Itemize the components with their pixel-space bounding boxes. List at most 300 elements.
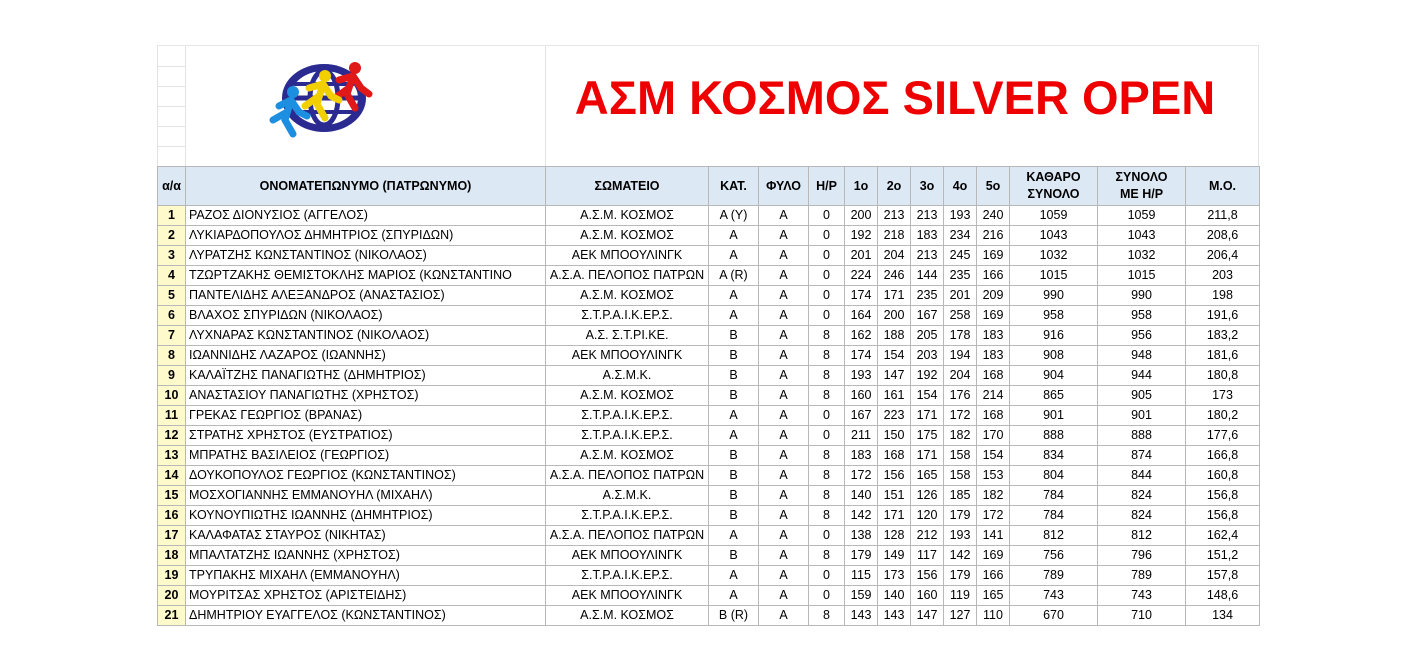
game-4-cell: 182 (944, 426, 977, 446)
category-cell: Α (709, 586, 759, 606)
total-handicap-cell: 796 (1098, 546, 1186, 566)
net-total-cell: 901 (1010, 406, 1098, 426)
game-3-cell: 156 (911, 566, 944, 586)
category-cell: Α (709, 246, 759, 266)
index-cell: 17 (158, 526, 186, 546)
average-cell: 157,8 (1186, 566, 1260, 586)
average-cell: 166,8 (1186, 446, 1260, 466)
club-cell: Α.Σ.Α. ΠΕΛΟΠΟΣ ΠΑΤΡΩΝ (546, 526, 709, 546)
category-cell: Α (709, 566, 759, 586)
category-cell: Α (709, 426, 759, 446)
table-row (158, 346, 1260, 366)
game-5-cell: 154 (977, 446, 1010, 466)
handicap-cell: 8 (809, 326, 845, 346)
col-game-2-header: 2ο (878, 167, 911, 206)
category-cell: Α (709, 406, 759, 426)
average-cell: 177,6 (1186, 426, 1260, 446)
average-cell: 198 (1186, 286, 1260, 306)
col-net-total-header: ΚΑΘΑΡΟ ΣΥΝΟΛΟ (1010, 167, 1098, 206)
average-cell: 156,8 (1186, 486, 1260, 506)
game-3-cell: 165 (911, 466, 944, 486)
handicap-cell: 0 (809, 246, 845, 266)
club-cell: ΑΕΚ ΜΠΟΟΥΛΙΝΓΚ (546, 346, 709, 366)
game-4-cell: 194 (944, 346, 977, 366)
index-cell: 20 (158, 586, 186, 606)
page-title: ΑΣΜ ΚΟΣΜΟΣ SILVER OPEN (574, 71, 1216, 124)
name-cell: ΚΑΛΑΪΤΖΗΣ ΠΑΝΑΓΙΩΤΗΣ (ΔΗΜΗΤΡΙΟΣ) (186, 366, 546, 386)
net-total-cell: 1059 (1010, 206, 1098, 226)
game-5-cell: 240 (977, 206, 1010, 226)
net-total-cell: 670 (1010, 606, 1098, 626)
average-cell: 181,6 (1186, 346, 1260, 366)
name-cell: ΡΑΖΟΣ ΔΙΟΝΥΣΙΟΣ (ΑΓΓΕΛΟΣ) (186, 206, 546, 226)
gender-cell: Α (759, 606, 809, 626)
total-handicap-cell: 905 (1098, 386, 1186, 406)
index-cell: 10 (158, 386, 186, 406)
index-cell: 11 (158, 406, 186, 426)
club-cell: ΑΕΚ ΜΠΟΟΥΛΙΝΓΚ (546, 246, 709, 266)
total-handicap-cell: 789 (1098, 566, 1186, 586)
category-cell: Β (709, 386, 759, 406)
game-5-cell: 170 (977, 426, 1010, 446)
game-3-cell: 160 (911, 586, 944, 606)
handicap-cell: 8 (809, 366, 845, 386)
total-handicap-cell: 710 (1098, 606, 1186, 626)
game-4-cell: 142 (944, 546, 977, 566)
game-3-cell: 203 (911, 346, 944, 366)
category-cell: Α (709, 526, 759, 546)
handicap-cell: 0 (809, 206, 845, 226)
game-4-cell: 127 (944, 606, 977, 626)
table-row (158, 206, 1260, 226)
category-cell: Β (709, 326, 759, 346)
average-cell: 148,6 (1186, 586, 1260, 606)
game-4-cell: 193 (944, 526, 977, 546)
col-club-header: ΣΩΜΑΤΕΙΟ (546, 167, 709, 206)
col-game-4-header: 4ο (944, 167, 977, 206)
gender-cell: Α (759, 406, 809, 426)
game-3-cell: 120 (911, 506, 944, 526)
game-2-cell: 151 (878, 486, 911, 506)
net-total-cell: 904 (1010, 366, 1098, 386)
handicap-cell: 0 (809, 526, 845, 546)
game-5-cell: 141 (977, 526, 1010, 546)
category-cell: Α (709, 306, 759, 326)
game-4-cell: 119 (944, 586, 977, 606)
total-handicap-cell: 948 (1098, 346, 1186, 366)
col-gender-header: ΦΥΛΟ (759, 167, 809, 206)
gender-cell: Α (759, 486, 809, 506)
game-2-cell: 204 (878, 246, 911, 266)
game-5-cell: 183 (977, 326, 1010, 346)
net-total-cell: 812 (1010, 526, 1098, 546)
game-1-cell: 211 (845, 426, 878, 446)
game-2-cell: 128 (878, 526, 911, 546)
col-total-handicap-header: ΣΥΝΟΛΟ ΜΕ Η/Ρ (1098, 167, 1186, 206)
game-3-cell: 154 (911, 386, 944, 406)
name-cell: ΜΠΡΑΤΗΣ ΒΑΣΙΛΕΙΟΣ (ΓΕΩΡΓΙΟΣ) (186, 446, 546, 466)
net-total-cell: 990 (1010, 286, 1098, 306)
game-3-cell: 171 (911, 446, 944, 466)
game-1-cell: 174 (845, 286, 878, 306)
net-total-cell: 756 (1010, 546, 1098, 566)
club-cell: ΑΕΚ ΜΠΟΟΥΛΙΝΓΚ (546, 546, 709, 566)
index-cell: 19 (158, 566, 186, 586)
average-cell: 173 (1186, 386, 1260, 406)
name-cell: ΚΟΥΝΟΥΠΙΩΤΗΣ ΙΩΑΝΝΗΣ (ΔΗΜΗΤΡΙΟΣ) (186, 506, 546, 526)
total-handicap-cell: 1015 (1098, 266, 1186, 286)
handicap-cell: 8 (809, 446, 845, 466)
club-cell: Σ.Τ.Ρ.Α.Ι.Κ.ΕΡ.Σ. (546, 426, 709, 446)
name-cell: ΓΡΕΚΑΣ ΓΕΩΡΓΙΟΣ (ΒΡΑΝΑΣ) (186, 406, 546, 426)
game-4-cell: 234 (944, 226, 977, 246)
banner (157, 45, 1259, 166)
gender-cell: Α (759, 586, 809, 606)
average-cell: 180,2 (1186, 406, 1260, 426)
name-cell: ΜΟΥΡΙΤΣΑΣ ΧΡΗΣΤΟΣ (ΑΡΙΣΤΕΙΔΗΣ) (186, 586, 546, 606)
game-4-cell: 245 (944, 246, 977, 266)
game-5-cell: 165 (977, 586, 1010, 606)
name-cell: ΜΟΣΧΟΓΙΑΝΝΗΣ ΕΜΜΑΝΟΥΗΛ (ΜΙΧΑΗΛ) (186, 486, 546, 506)
category-cell: Β (709, 446, 759, 466)
name-cell: ΤΡΥΠΑΚΗΣ ΜΙΧΑΗΛ (ΕΜΜΑΝΟΥΗΛ) (186, 566, 546, 586)
category-cell: Β (709, 466, 759, 486)
gender-cell: Α (759, 246, 809, 266)
col-game-3-header: 3ο (911, 167, 944, 206)
table-row (158, 286, 1260, 306)
game-3-cell: 213 (911, 246, 944, 266)
total-handicap-cell: 874 (1098, 446, 1186, 466)
gender-cell: Α (759, 526, 809, 546)
col-category-header: ΚΑΤ. (709, 167, 759, 206)
table-row (158, 246, 1260, 266)
game-4-cell: 158 (944, 446, 977, 466)
game-2-cell: 213 (878, 206, 911, 226)
game-1-cell: 143 (845, 606, 878, 626)
game-3-cell: 171 (911, 406, 944, 426)
gender-cell: Α (759, 206, 809, 226)
total-handicap-cell: 1032 (1098, 246, 1186, 266)
handicap-cell: 8 (809, 506, 845, 526)
total-handicap-cell: 958 (1098, 306, 1186, 326)
category-cell: Β (709, 486, 759, 506)
club-cell: Α.Σ. Σ.Τ.ΡΙ.ΚΕ. (546, 326, 709, 346)
net-total-cell: 784 (1010, 486, 1098, 506)
game-1-cell: 172 (845, 466, 878, 486)
game-2-cell: 246 (878, 266, 911, 286)
category-cell: Β (R) (709, 606, 759, 626)
net-total-cell: 888 (1010, 426, 1098, 446)
gender-cell: Α (759, 386, 809, 406)
club-cell: Α.Σ.Α. ΠΕΛΟΠΟΣ ΠΑΤΡΩΝ (546, 266, 709, 286)
table-row (158, 586, 1260, 606)
results-table (157, 166, 1260, 626)
gender-cell: Α (759, 306, 809, 326)
table-row (158, 406, 1260, 426)
game-5-cell: 209 (977, 286, 1010, 306)
game-2-cell: 154 (878, 346, 911, 366)
game-5-cell: 166 (977, 266, 1010, 286)
name-cell: ΙΩΑΝΝΙΔΗΣ ΛΑΖΑΡΟΣ (ΙΩΑΝΝΗΣ) (186, 346, 546, 366)
game-3-cell: 205 (911, 326, 944, 346)
game-4-cell: 172 (944, 406, 977, 426)
table-row (158, 266, 1260, 286)
game-1-cell: 115 (845, 566, 878, 586)
average-cell: 206,4 (1186, 246, 1260, 266)
game-1-cell: 200 (845, 206, 878, 226)
handicap-cell: 0 (809, 566, 845, 586)
game-1-cell: 183 (845, 446, 878, 466)
net-total-cell: 804 (1010, 466, 1098, 486)
game-3-cell: 192 (911, 366, 944, 386)
name-cell: ΔΟΥΚΟΠΟΥΛΟΣ ΓΕΩΡΓΙΟΣ (ΚΩΝΣΤΑΝΤΙΝΟΣ) (186, 466, 546, 486)
game-2-cell: 171 (878, 506, 911, 526)
club-cell: Α.Σ.Α. ΠΕΛΟΠΟΣ ΠΑΤΡΩΝ (546, 466, 709, 486)
category-cell: Α (709, 226, 759, 246)
game-5-cell: 153 (977, 466, 1010, 486)
name-cell: ΔΗΜΗΤΡΙΟΥ ΕΥΑΓΓΕΛΟΣ (ΚΩΝΣΤΑΝΤΙΝΟΣ) (186, 606, 546, 626)
category-cell: Β (709, 506, 759, 526)
index-cell: 7 (158, 326, 186, 346)
spreadsheet (157, 45, 1259, 626)
gender-cell: Α (759, 346, 809, 366)
index-cell: 2 (158, 226, 186, 246)
game-4-cell: 201 (944, 286, 977, 306)
net-total-cell: 1043 (1010, 226, 1098, 246)
category-cell: Α (709, 286, 759, 306)
game-3-cell: 126 (911, 486, 944, 506)
club-cell: Σ.Τ.Ρ.Α.Ι.Κ.ΕΡ.Σ. (546, 506, 709, 526)
name-cell: ΛΥΚΙΑΡΔΟΠΟΥΛΟΣ ΔΗΜΗΤΡΙΟΣ (ΣΠΥΡΙΔΩΝ) (186, 226, 546, 246)
index-cell: 15 (158, 486, 186, 506)
total-handicap-cell: 812 (1098, 526, 1186, 546)
average-cell: 208,6 (1186, 226, 1260, 246)
index-cell: 8 (158, 346, 186, 366)
net-total-cell: 834 (1010, 446, 1098, 466)
game-3-cell: 235 (911, 286, 944, 306)
game-5-cell: 216 (977, 226, 1010, 246)
table-body (158, 206, 1260, 626)
average-cell: 183,2 (1186, 326, 1260, 346)
handicap-cell: 0 (809, 286, 845, 306)
game-2-cell: 156 (878, 466, 911, 486)
gender-cell: Α (759, 326, 809, 346)
game-2-cell: 147 (878, 366, 911, 386)
table-row (158, 486, 1260, 506)
col-index-header: α/α (158, 167, 186, 206)
total-handicap-cell: 743 (1098, 586, 1186, 606)
club-cell: Σ.Τ.Ρ.Α.Ι.Κ.ΕΡ.Σ. (546, 306, 709, 326)
category-cell: Β (709, 546, 759, 566)
game-3-cell: 213 (911, 206, 944, 226)
game-3-cell: 147 (911, 606, 944, 626)
game-1-cell: 179 (845, 546, 878, 566)
handicap-cell: 8 (809, 486, 845, 506)
game-2-cell: 140 (878, 586, 911, 606)
game-4-cell: 179 (944, 566, 977, 586)
average-cell: 203 (1186, 266, 1260, 286)
club-cell: Α.Σ.Μ.Κ. (546, 486, 709, 506)
net-total-cell: 916 (1010, 326, 1098, 346)
game-1-cell: 160 (845, 386, 878, 406)
game-1-cell: 162 (845, 326, 878, 346)
name-cell: ΣΤΡΑΤΗΣ ΧΡΗΣΤΟΣ (ΕΥΣΤΡΑΤΙΟΣ) (186, 426, 546, 446)
game-2-cell: 188 (878, 326, 911, 346)
average-cell: 160,8 (1186, 466, 1260, 486)
game-5-cell: 172 (977, 506, 1010, 526)
index-cell: 12 (158, 426, 186, 446)
club-cell: Α.Σ.Μ. ΚΟΣΜΟΣ (546, 446, 709, 466)
game-5-cell: 168 (977, 406, 1010, 426)
index-cell: 9 (158, 366, 186, 386)
game-1-cell: 140 (845, 486, 878, 506)
category-cell: Α (Υ) (709, 206, 759, 226)
game-4-cell: 158 (944, 466, 977, 486)
game-5-cell: 166 (977, 566, 1010, 586)
category-cell: Β (709, 346, 759, 366)
average-cell: 134 (1186, 606, 1260, 626)
col-game-1-header: 1ο (845, 167, 878, 206)
net-total-cell: 1032 (1010, 246, 1098, 266)
game-3-cell: 183 (911, 226, 944, 246)
game-4-cell: 193 (944, 206, 977, 226)
game-4-cell: 176 (944, 386, 977, 406)
handicap-cell: 8 (809, 466, 845, 486)
club-cell: Α.Σ.Μ. ΚΟΣΜΟΣ (546, 206, 709, 226)
gender-cell: Α (759, 546, 809, 566)
col-average-header: Μ.Ο. (1186, 167, 1260, 206)
index-cell: 13 (158, 446, 186, 466)
game-1-cell: 164 (845, 306, 878, 326)
game-2-cell: 218 (878, 226, 911, 246)
handicap-cell: 8 (809, 386, 845, 406)
net-total-cell: 958 (1010, 306, 1098, 326)
game-5-cell: 183 (977, 346, 1010, 366)
table-row (158, 546, 1260, 566)
game-4-cell: 258 (944, 306, 977, 326)
col-game-5-header: 5ο (977, 167, 1010, 206)
game-5-cell: 168 (977, 366, 1010, 386)
game-4-cell: 204 (944, 366, 977, 386)
game-4-cell: 235 (944, 266, 977, 286)
game-5-cell: 169 (977, 246, 1010, 266)
table-row (158, 366, 1260, 386)
name-cell: ΑΝΑΣΤΑΣΙΟΥ ΠΑΝΑΓΙΩΤΗΣ (ΧΡΗΣΤΟΣ) (186, 386, 546, 406)
club-cell: Α.Σ.Μ.Κ. (546, 366, 709, 386)
table-row (158, 566, 1260, 586)
game-3-cell: 117 (911, 546, 944, 566)
index-cell: 14 (158, 466, 186, 486)
club-cell: ΑΕΚ ΜΠΟΟΥΛΙΝΓΚ (546, 586, 709, 606)
index-cell: 4 (158, 266, 186, 286)
net-total-cell: 784 (1010, 506, 1098, 526)
club-cell: Α.Σ.Μ. ΚΟΣΜΟΣ (546, 226, 709, 246)
game-3-cell: 144 (911, 266, 944, 286)
gender-cell: Α (759, 566, 809, 586)
total-handicap-cell: 1059 (1098, 206, 1186, 226)
net-total-cell: 743 (1010, 586, 1098, 606)
game-2-cell: 171 (878, 286, 911, 306)
game-1-cell: 159 (845, 586, 878, 606)
table-row (158, 426, 1260, 446)
game-3-cell: 175 (911, 426, 944, 446)
index-cell: 21 (158, 606, 186, 626)
table-row (158, 386, 1260, 406)
game-5-cell: 214 (977, 386, 1010, 406)
club-cell: Σ.Τ.Ρ.Α.Ι.Κ.ΕΡ.Σ. (546, 566, 709, 586)
name-cell: ΚΑΛΑΦΑΤΑΣ ΣΤΑΥΡΟΣ (ΝΙΚΗΤΑΣ) (186, 526, 546, 546)
average-cell: 156,8 (1186, 506, 1260, 526)
game-5-cell: 110 (977, 606, 1010, 626)
net-total-cell: 908 (1010, 346, 1098, 366)
handicap-cell: 0 (809, 226, 845, 246)
table-row (158, 446, 1260, 466)
table-row (158, 226, 1260, 246)
name-cell: ΜΠΑΛΤΑΤΖΗΣ ΙΩΑΝΝΗΣ (ΧΡΗΣΤΟΣ) (186, 546, 546, 566)
total-handicap-cell: 944 (1098, 366, 1186, 386)
game-2-cell: 143 (878, 606, 911, 626)
total-handicap-cell: 888 (1098, 426, 1186, 446)
header-row (158, 167, 1260, 206)
total-handicap-cell: 844 (1098, 466, 1186, 486)
index-cell: 5 (158, 286, 186, 306)
average-cell: 191,6 (1186, 306, 1260, 326)
average-cell: 180,8 (1186, 366, 1260, 386)
club-cell: Α.Σ.Μ. ΚΟΣΜΟΣ (546, 286, 709, 306)
name-cell: ΛΥΡΑΤΖΗΣ ΚΩΝΣΤΑΝΤΙΝΟΣ (ΝΙΚΟΛΑΟΣ) (186, 246, 546, 266)
table-row (158, 306, 1260, 326)
club-logo-icon (269, 58, 373, 142)
col-handicap-header: Η/Ρ (809, 167, 845, 206)
name-cell: ΒΛΑΧΟΣ ΣΠΥΡΙΔΩΝ (ΝΙΚΟΛΑΟΣ) (186, 306, 546, 326)
gender-cell: Α (759, 226, 809, 246)
game-1-cell: 201 (845, 246, 878, 266)
gender-cell: Α (759, 426, 809, 446)
game-1-cell: 224 (845, 266, 878, 286)
total-handicap-cell: 824 (1098, 486, 1186, 506)
game-1-cell: 193 (845, 366, 878, 386)
gender-cell: Α (759, 506, 809, 526)
name-cell: ΠΑΝΤΕΛΙΔΗΣ ΑΛΕΞΑΝΔΡΟΣ (ΑΝΑΣΤΑΣΙΟΣ) (186, 286, 546, 306)
game-1-cell: 138 (845, 526, 878, 546)
handicap-cell: 0 (809, 306, 845, 326)
name-cell: ΛΥΧΝΑΡΑΣ ΚΩΝΣΤΑΝΤΙΝΟΣ (ΝΙΚΟΛΑΟΣ) (186, 326, 546, 346)
game-4-cell: 185 (944, 486, 977, 506)
game-1-cell: 192 (845, 226, 878, 246)
club-cell: Σ.Τ.Ρ.Α.Ι.Κ.ΕΡ.Σ. (546, 406, 709, 426)
total-handicap-cell: 1043 (1098, 226, 1186, 246)
net-total-cell: 1015 (1010, 266, 1098, 286)
index-cell: 6 (158, 306, 186, 326)
handicap-cell: 8 (809, 606, 845, 626)
net-total-cell: 865 (1010, 386, 1098, 406)
handicap-cell: 8 (809, 346, 845, 366)
game-2-cell: 173 (878, 566, 911, 586)
game-1-cell: 174 (845, 346, 878, 366)
handicap-cell: 0 (809, 266, 845, 286)
index-cell: 18 (158, 546, 186, 566)
table-row (158, 606, 1260, 626)
col-name-header: ΟΝΟΜΑΤΕΠΩΝΥΜΟ (ΠΑΤΡΩΝΥΜΟ) (186, 167, 546, 206)
club-cell: Α.Σ.Μ. ΚΟΣΜΟΣ (546, 386, 709, 406)
index-cell: 3 (158, 246, 186, 266)
game-2-cell: 161 (878, 386, 911, 406)
gender-cell: Α (759, 266, 809, 286)
index-cell: 16 (158, 506, 186, 526)
average-cell: 162,4 (1186, 526, 1260, 546)
handicap-cell: 0 (809, 426, 845, 446)
game-2-cell: 168 (878, 446, 911, 466)
